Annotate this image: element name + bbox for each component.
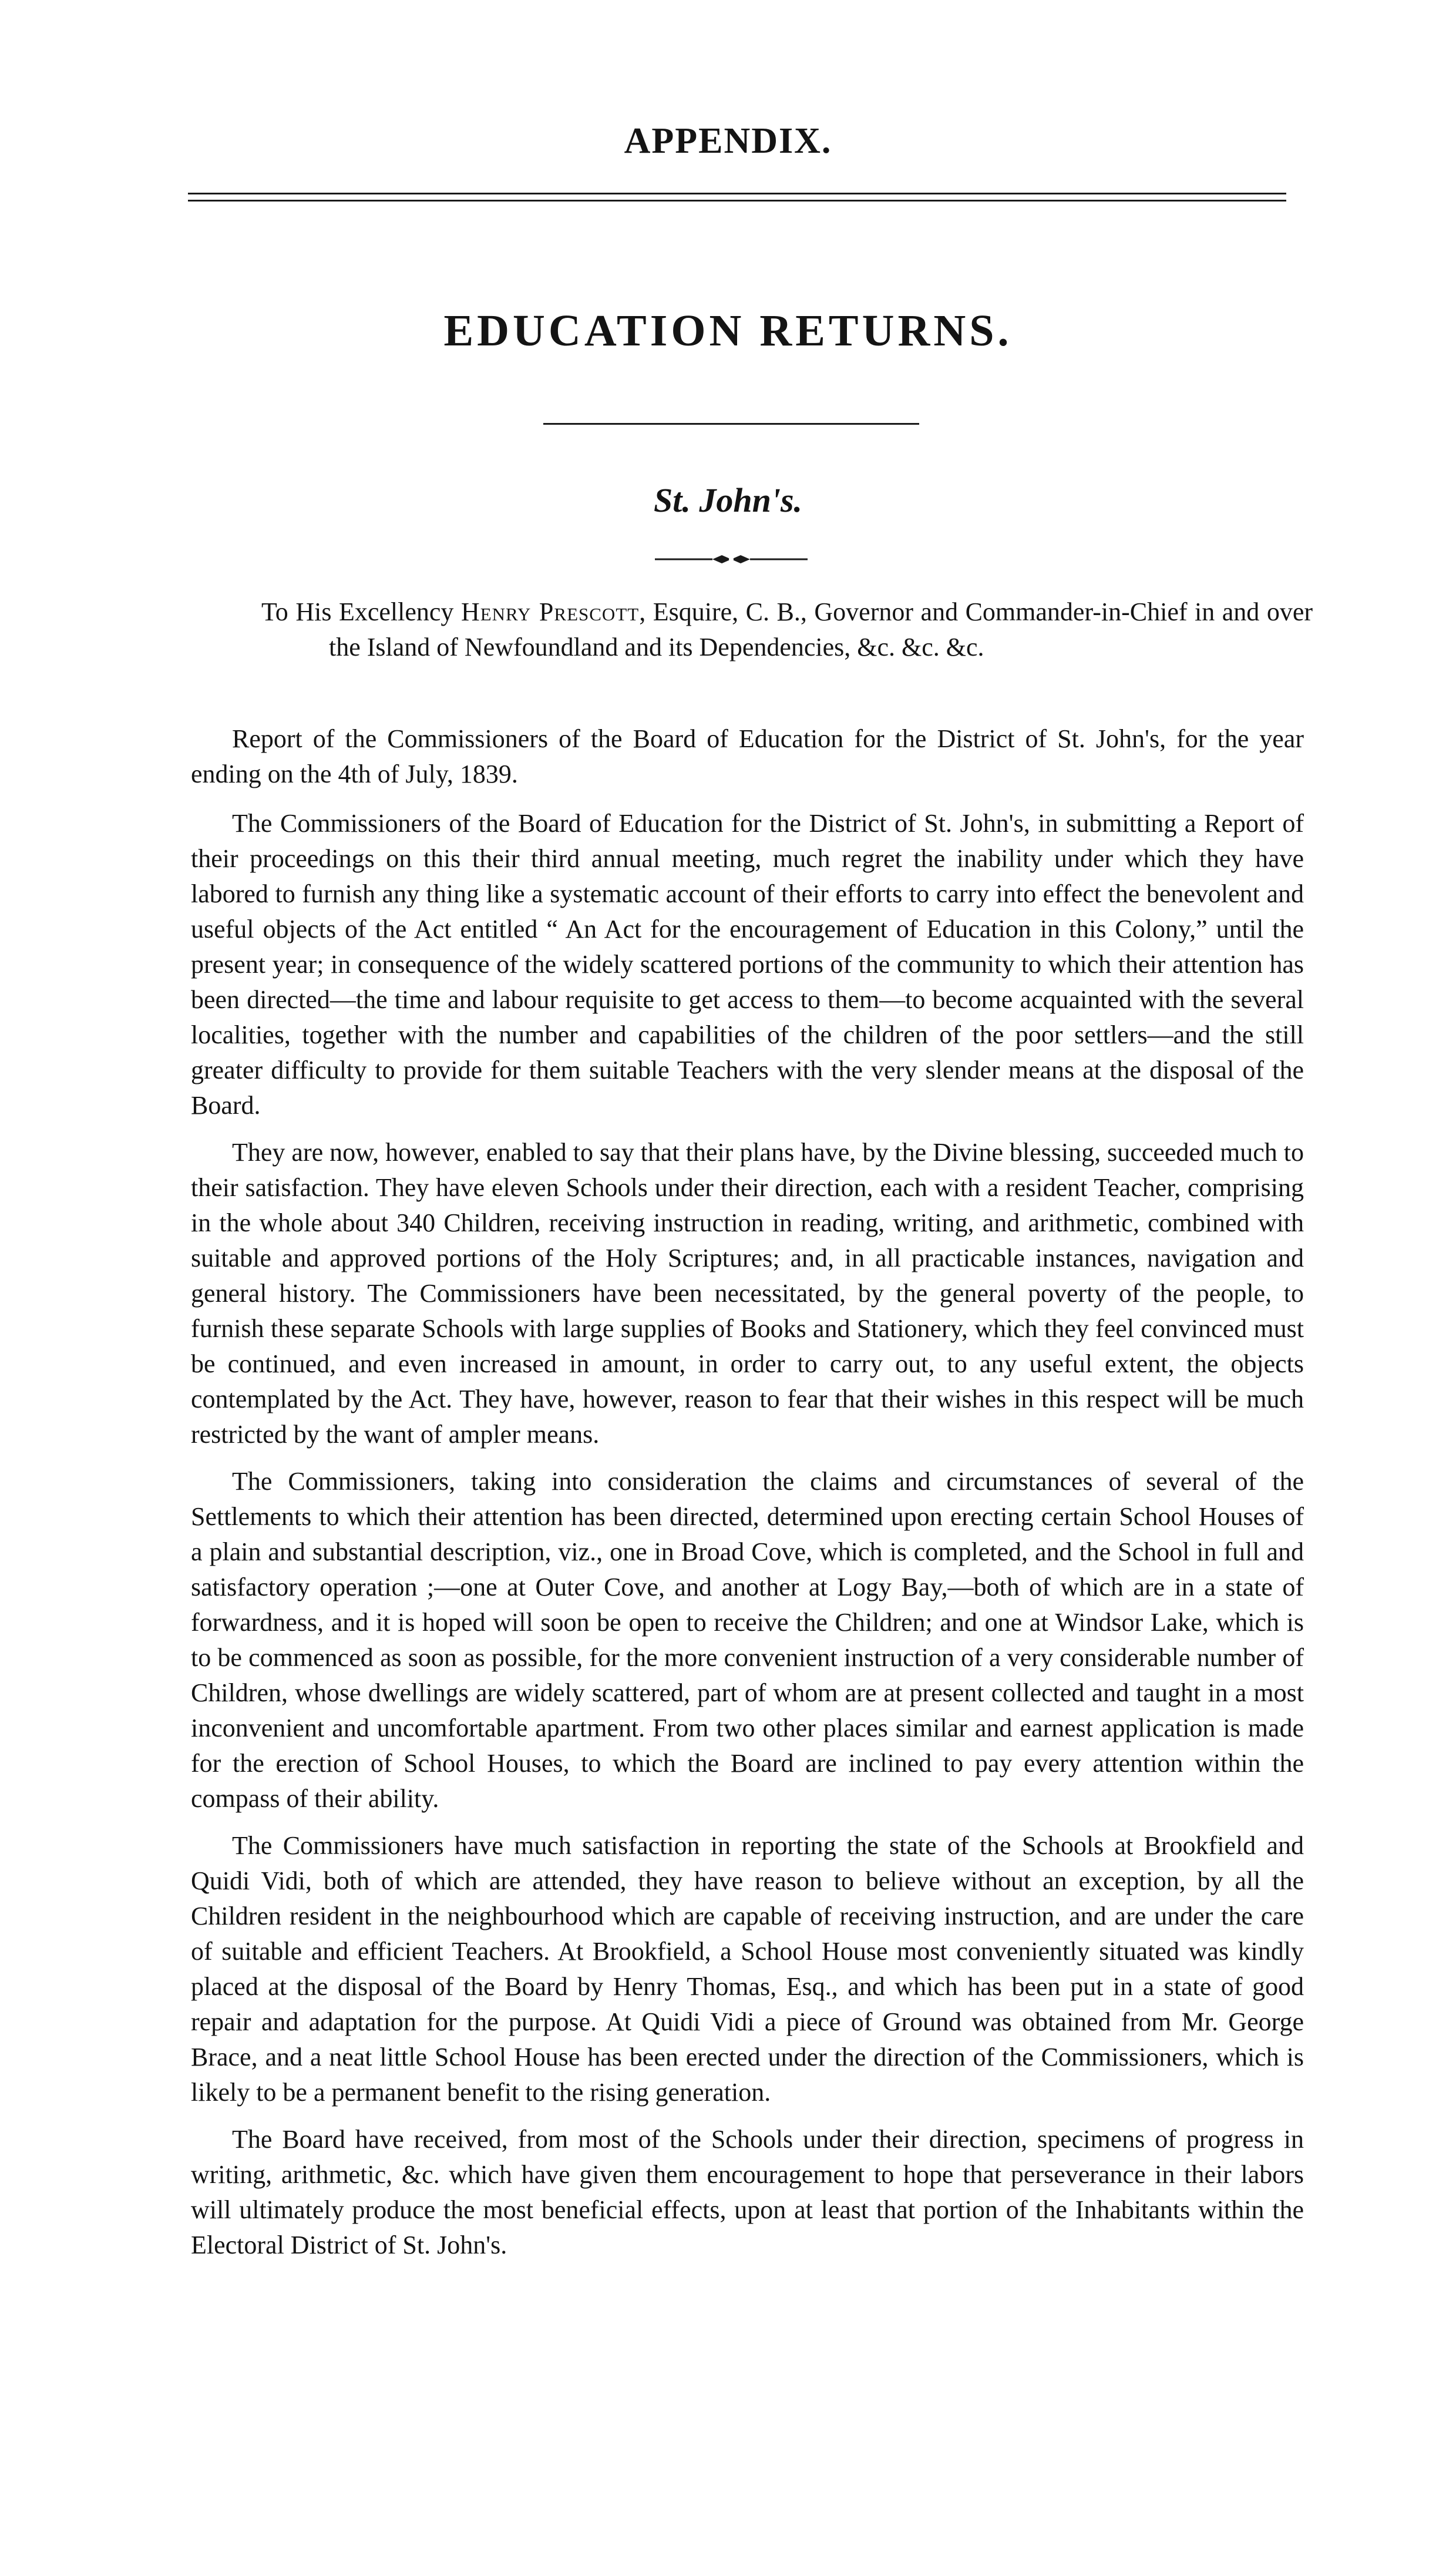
place-heading: St. John's. <box>653 481 803 519</box>
double-rule-divider <box>188 193 1286 201</box>
short-rule-divider <box>543 423 919 425</box>
paragraph: The Commissioners, taking into consideration the claims and circumstances of several of the Settlements to which their attention has been directed, determined upon erecting certain School Houses of a plain and substantial description, viz., one in Broad Cove, which is completed, and the School in full and satisfactory operation ;—one at Outer Cove, and another at Logy Bay,—both of which are in a state of forwardness, and it is hoped will soon be open to receive the Children; and one at Windsor Lake, which is to be commenced as soon as possible, for the more convenient instruction of a very considerable number of Children, whose dwellings are widely scattered, part of whom are at present collected and taught in a most inconvenient and uncomfortable apartment. From two other places similar and earnest application is made for the erection of School Houses, to which the Board are inclined to pay every attention within the compass of their ability. <box>191 1467 1304 1813</box>
governor-name: Henry Prescott <box>460 597 640 626</box>
ornament-divider <box>643 548 819 571</box>
paragraph: The Commissioners of the Board of Education for the District of St. John's, in submitting a Report of their proceedings on this their third annual meeting, much regret the inability under which they have labored to furnish any thing like a systematic account of their efforts to carry into effect the benevolent and useful objects of the Act entitled “ An Act for the encouragement of Education in this Colony,” until the present year; in consequence of the widely scattered portions of the community to which their attention has been directed—the time and labour requisite to get access to them—to become acquainted with the several localities, together with the number and capabilities of the children of the poor settlers—and the still greater difficulty to provide for them suitable Teachers with the very slender means at the disposal of the Board. <box>191 809 1304 1120</box>
paragraph: The Board have received, from most of the Schools under their direction, specimens of progress in writing, arithmetic, &c. which have given them encouragement to hope that perseverance in their labors will ultimately produce the most beneficial effects, upon at least that portion of the Inhabitants within the Electoral District of St. John's. <box>191 2125 1304 2259</box>
address-text: , Esquire, C. B., Governor and Commander-in-Chief in and over the Island of Newfoundland and its Dependencies, &c. &c. &c. <box>329 597 1313 661</box>
address-block <box>261 595 1313 665</box>
paragraph: They are now, however, enabled to say that their plans have, by the Divine blessing, succeeded much to their satisfaction. They have eleven Schools under their direction, each with a resident Teacher, comprising in the whole about 340 Children, receiving instruction in reading, writing, and arithmetic, combined with suitable and approved portions of the Holy Scriptures; and, in all practicable instances, navigation and general history. The Commissioners have been necessitated, by the general poverty of the people, to furnish these separate Schools with large supplies of Books and Stationery, which they feel convinced must be continued, and even increased in amount, in order to carry out, to any useful extent, the objects contemplated by the Act. They have, however, reason to fear that their wishes in this respect will be much restricted by the want of ampler means. <box>191 1138 1304 1449</box>
address-prefix: To His Excellency <box>261 597 461 626</box>
appendix-heading: APPENDIX. <box>624 121 832 161</box>
paragraph: The Commissioners have much satisfaction in reporting the state of the Schools at Brookfield and Quidi Vidi, both of which are attended, they have reason to believe without an exception, by all the Children resident in the neighbourhood which are capable of receiving instruction, and are under the care of suitable and efficient Teachers. At Brookfield, a School House most conveniently situated was kindly placed at the disposal of the Board by Henry Thomas, Esq., and which has been put in a state of good repair and adaptation for the purpose. At Quidi Vidi a piece of Ground was obtained from Mr. George Brace, and a neat little School House has been erected under the direction of the Commissioners, which is likely to be a permanent benefit to the rising generation. <box>191 1831 1304 2107</box>
paragraph: Report of the Commissioners of the Board of Education for the District of St. John's, for the year ending on the 4th of July, 1839. <box>191 724 1304 788</box>
report-body <box>191 721 1304 2275</box>
section-title: EDUCATION RETURNS. <box>443 306 1013 355</box>
